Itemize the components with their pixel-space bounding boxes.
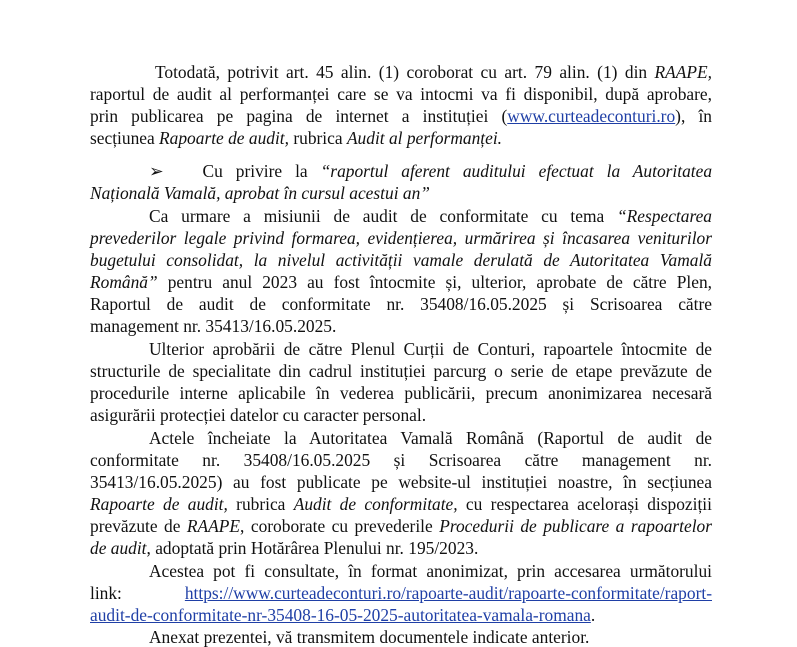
paragraph-line xyxy=(90,106,712,126)
text-segment: , adoptată prin Hotărârea Plenului nr. 195/2023. xyxy=(146,538,479,558)
paragraph-line: Ulterior aprobării de către Plenul Curții de Conturi, rapoartele întocmite de xyxy=(149,339,712,359)
paragraph-line: prevederilor legale privind formarea, evidențierea, urmărirea și încasarea veniturilor xyxy=(90,228,712,248)
text-segment: Cu privire la xyxy=(202,161,321,181)
paragraph-line xyxy=(90,538,712,558)
paragraph-line: Actele încheiate la Autoritatea Vamală Română (Raportul de audit de xyxy=(149,428,712,448)
paragraph-line: Acestea pot fi consultate, în format anonimizat, prin accesarea următorului xyxy=(149,561,712,581)
italic-term: Rapoarte de audit, xyxy=(159,128,289,148)
italic-term: Română” xyxy=(90,272,158,292)
italic-term: “raportul aferent auditului efectuat la Autoritatea xyxy=(320,161,713,181)
paragraph-line: procedurile interne aplicabile în vederea publicării, precum anonimizarea necesară xyxy=(90,383,712,403)
paragraph-line: bugetului consolidat, la nivelul activității vamale derulată de Autoritatea Vamală xyxy=(90,250,712,270)
text-segment: rubrica xyxy=(288,128,347,148)
text-segment: cu respectarea acelorași dispoziții xyxy=(457,494,712,514)
italic-term: Rapoarte de audit, xyxy=(90,494,228,514)
arrow-bullet-icon: ➢ xyxy=(149,161,164,181)
paragraph-line: Anexat prezentei, vă transmitem documentele indicate anterior. xyxy=(149,627,590,647)
paragraph-line xyxy=(90,128,712,148)
paragraph-line: Națională Vamală, aprobat în cursul acestui an” xyxy=(90,183,430,203)
report-link-continued[interactable]: audit-de-conformitate-nr-35408-16-05-2025-autoritatea-vamala-romana xyxy=(90,605,591,625)
italic-term: RAAPE, xyxy=(654,62,712,82)
paragraph-line xyxy=(149,206,712,226)
text-segment: prevăzute de xyxy=(90,516,187,536)
paragraph-line: Raportul de audit de conformitate nr. 35408/16.05.2025 și Scrisoarea către xyxy=(90,294,712,314)
paragraph-line: 35413/16.05.2025) au fost publicate pe website-ul instituției noastre, în secțiunea xyxy=(90,472,712,492)
italic-term: de audit xyxy=(90,538,147,558)
italic-term: Procedurii de publicare a rapoartelor xyxy=(439,516,713,536)
paragraph-line xyxy=(90,516,712,536)
text-segment: rubrica xyxy=(227,494,294,514)
paragraph-line: raportul de audit al performanței care se va intocmi va fi disponibil, după aprobare, xyxy=(90,84,712,104)
italic-term: “Respectarea xyxy=(617,206,712,226)
website-link[interactable]: www.curteadeconturi.ro xyxy=(507,106,676,126)
paragraph-line xyxy=(90,583,712,603)
text-segment: prin publicarea pe pagina de internet a instituției ( xyxy=(90,106,508,126)
text-segment: link: xyxy=(90,583,185,603)
italic-term: Audit de conformitate, xyxy=(293,494,458,514)
paragraph-line: structurile de specialitate din cadrul instituției parcurg o serie de etape prevăzute de xyxy=(90,361,712,381)
paragraph-line: asigurării protecției datelor cu caracter personal. xyxy=(90,405,427,425)
text-segment: . xyxy=(590,605,596,625)
report-link[interactable]: https://www.curteadeconturi.ro/rapoarte-audit/rapoarte-conformitate/raport- xyxy=(184,583,712,603)
text-segment: ), în xyxy=(675,106,713,126)
italic-term: RAAPE xyxy=(186,516,241,536)
paragraph-line xyxy=(90,494,712,514)
paragraph-line xyxy=(90,605,712,625)
paragraph-line xyxy=(155,62,712,82)
italic-term: Audit al performanței. xyxy=(346,128,502,148)
text-segment: pentru anul 2023 au fost întocmite și, ulterior, aprobate de către Plen, xyxy=(157,272,712,292)
text-segment: Ca urmare a misiunii de audit de conformitate cu tema xyxy=(149,206,618,226)
bullet-heading xyxy=(149,161,712,181)
paragraph-line xyxy=(90,272,712,292)
text-segment: , coroborate cu prevederile xyxy=(240,516,440,536)
paragraph-line: conformitate nr. 35408/16.05.2025 și Scrisoarea către management nr. xyxy=(90,450,712,470)
paragraph-line: management nr. 35413/16.05.2025. xyxy=(90,316,337,336)
text-segment: secțiunea xyxy=(90,128,160,148)
text-segment: Totodată, potrivit art. 45 alin. (1) coroborat cu art. 79 alin. (1) din xyxy=(155,62,655,82)
